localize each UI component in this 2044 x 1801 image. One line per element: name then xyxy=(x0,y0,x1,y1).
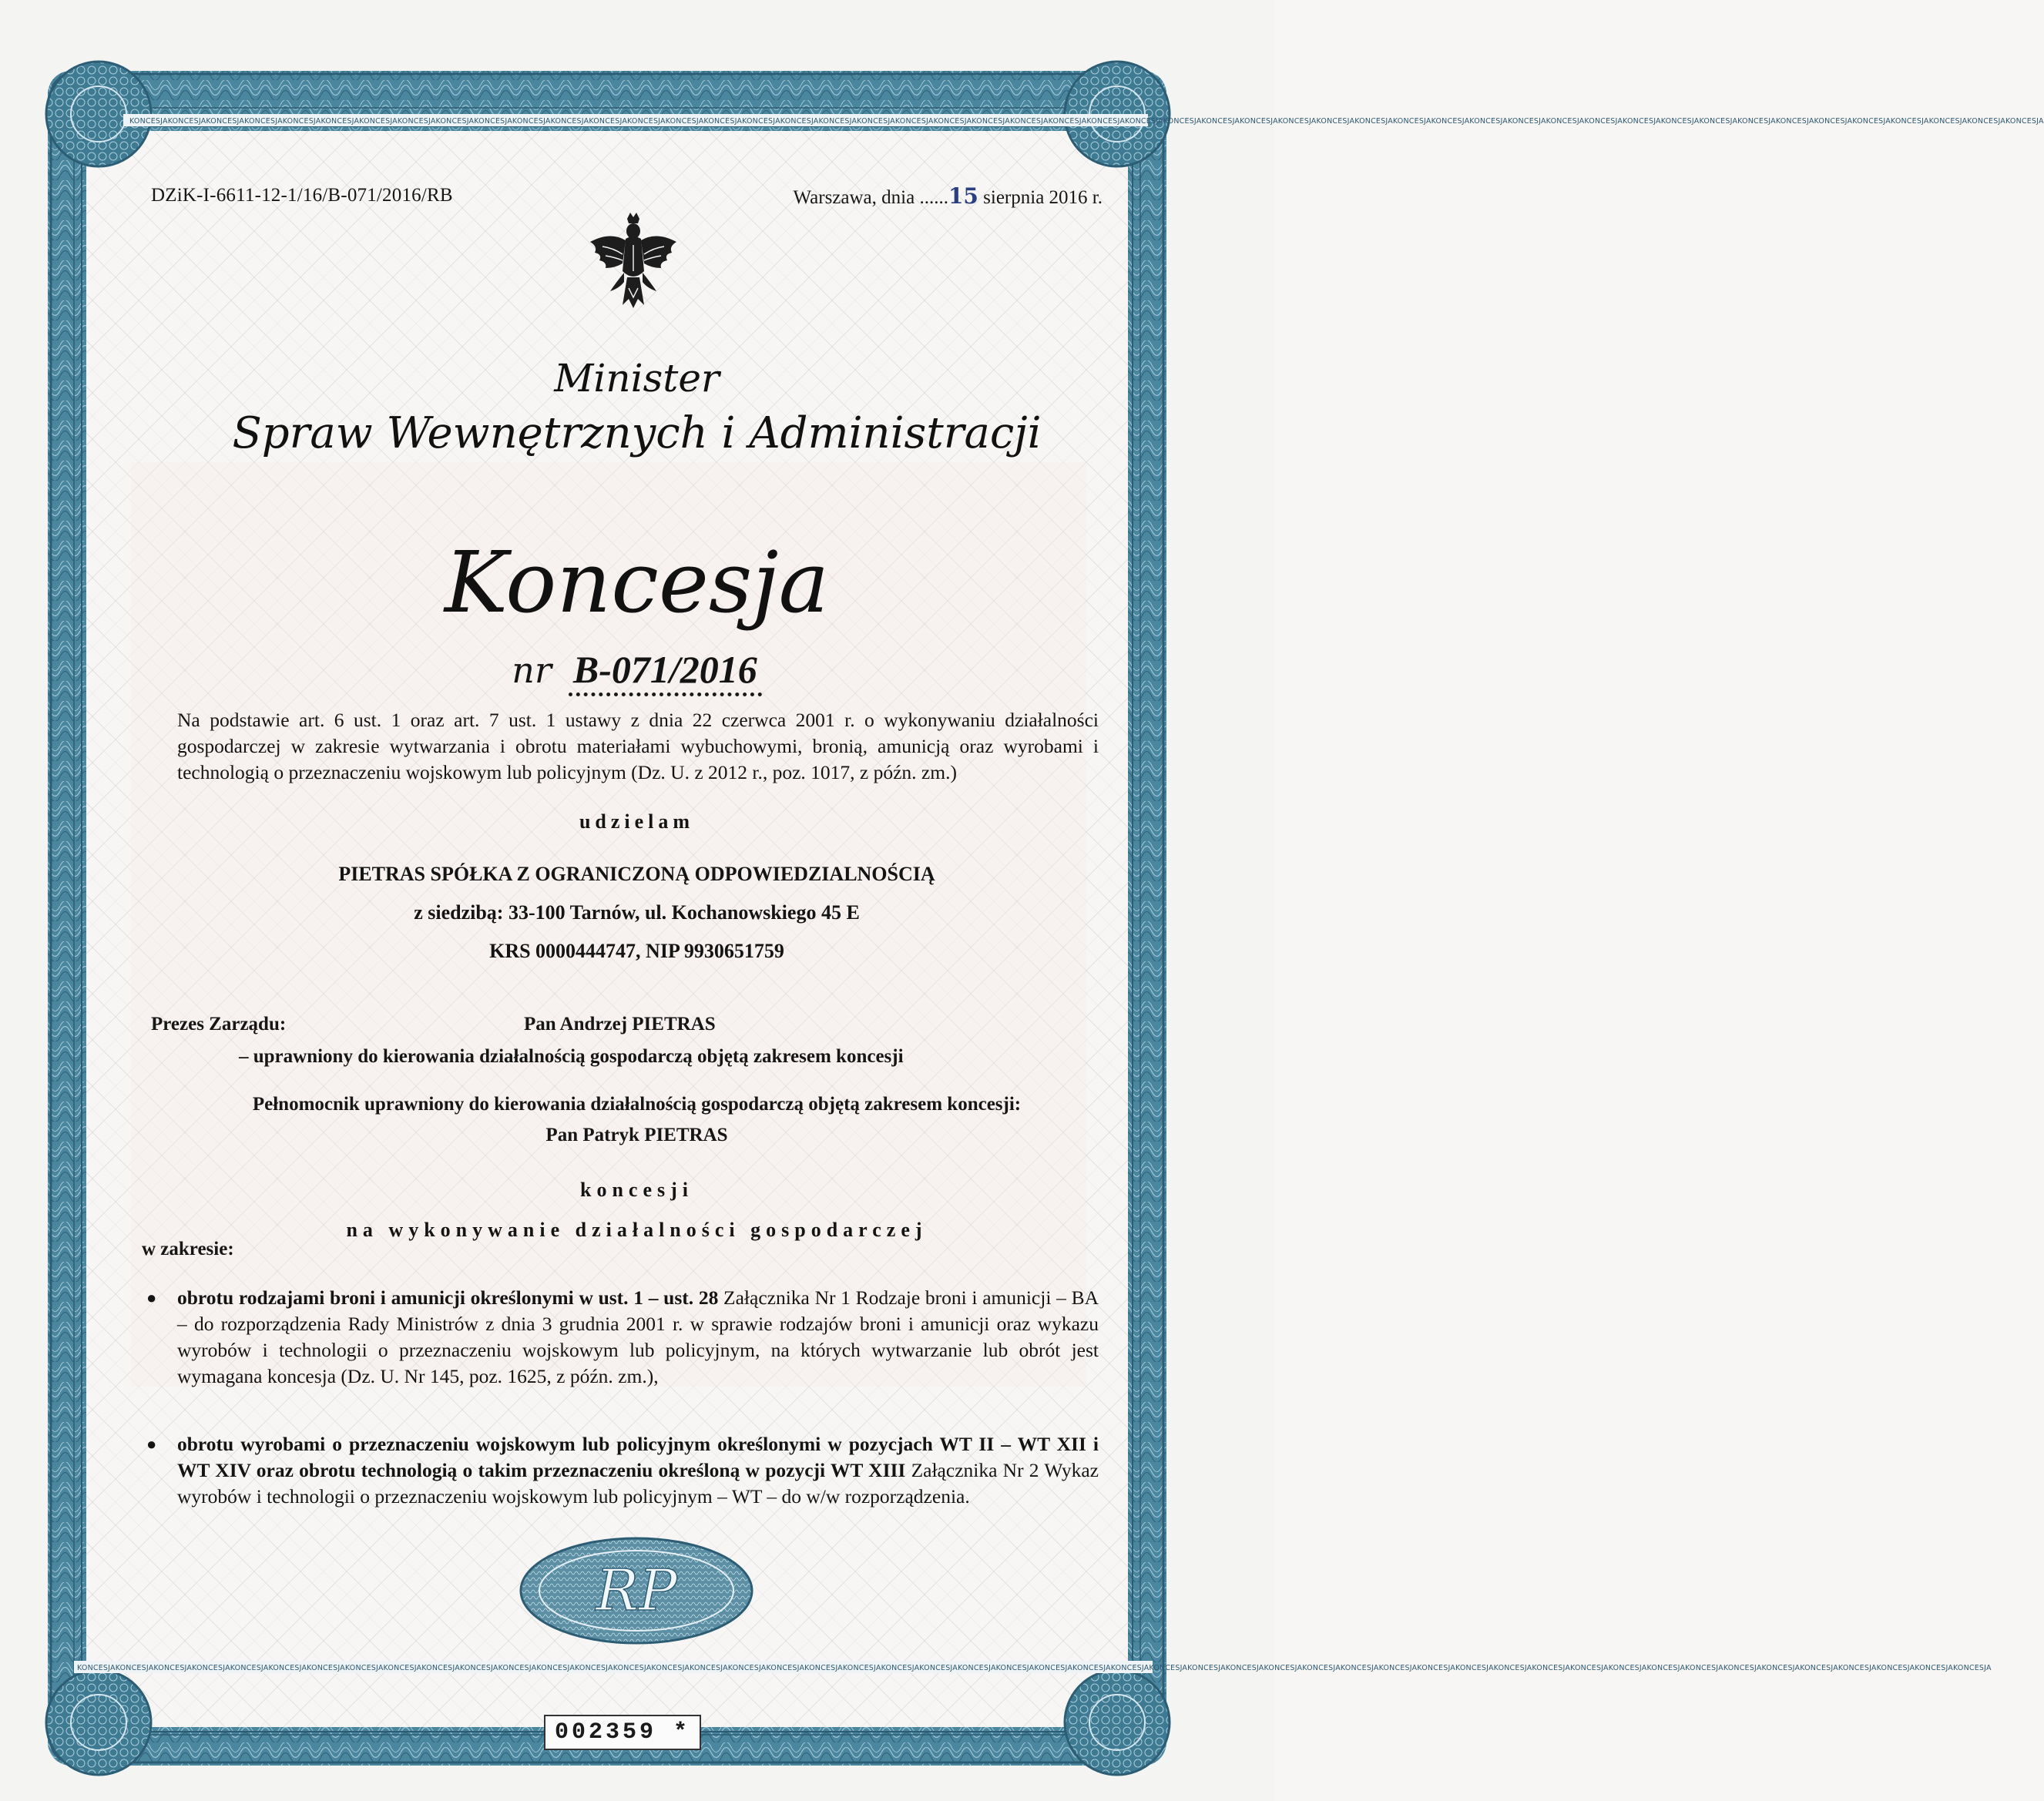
scope-item-bold: obrotu rodzajami broni i amunicji określonymi w ust. 1 – ust. 28 xyxy=(177,1286,719,1309)
handwritten-day: 15 xyxy=(948,183,978,209)
seal-text: RP xyxy=(596,1558,677,1624)
rp-seal-emblem xyxy=(513,1533,760,1648)
legal-basis: Na podstawie art. 6 ust. 1 oraz art. 7 ust. 1 ustawy z dnia 22 czerwca 2001 r. o wykonywaniu działalności gospodarczej w zakresie wytwarzania i obrotu materiałami wybuchowymi, bronią, amunicją oraz wyrobami i technologią o przeznaczeniu wojskowym lub policyjnym (Dz. U. z 2012 r., poz. 1017, z późn. zm.) xyxy=(177,709,1099,783)
reference-number: DZiK-I-6611-12-1/16/B-071/2016/RB xyxy=(151,185,453,206)
concession-word: koncesji xyxy=(580,1179,693,1201)
board-label: Prezes Zarządu: xyxy=(151,1014,287,1035)
place-suffix: sierpnia 2016 r. xyxy=(983,187,1103,208)
company-seat: z siedzibą: 33-100 Tarnów, ul. Kochanowskiego 45 E xyxy=(414,901,860,924)
issuer-title: Minister xyxy=(554,356,720,401)
issue-place-date xyxy=(794,183,1103,209)
proxy-name: Pan Patryk PIETRAS xyxy=(545,1125,728,1145)
activity-line: na wykonywanie działalności gospodarczej xyxy=(346,1219,928,1241)
document-type: Koncesja xyxy=(444,533,830,632)
scope-item xyxy=(146,1431,1099,1510)
issuer-ministry: Spraw Wewnętrznych i Administracji xyxy=(232,408,1042,458)
number-label: nr xyxy=(512,649,552,691)
serial-number: 002359 * xyxy=(544,1715,701,1750)
company-registry-ids: KRS 0000444747, NIP 9930651759 xyxy=(489,940,784,962)
bullet-icon: ● xyxy=(146,1434,157,1454)
document-number: B-071/2016 xyxy=(569,648,762,696)
polish-eagle-emblem xyxy=(579,208,687,316)
company-name: PIETRAS SPÓŁKA Z OGRANICZONĄ ODPOWIEDZIALNOŚCIĄ xyxy=(338,863,935,885)
grant-word: udzielam xyxy=(579,810,695,833)
microtext-bottom: KONCESJAKONCESJAKONCESJAKONCESJAKONCESJAKONCESJAKONCESJAKONCESJAKONCESJAKONCESJAKONCESJAKONCESJAKONCESJAKONCESJAKONCESJAKONCESJAKONCESJAKONCESJAKONCESJAKONCESJAKONCESJAKONCESJAKONCESJAKONCESJAKONCESJAKONCESJAKONCESJAKONCESJAKONCESJAKONCESJAKONCESJAKONCESJAKONCESJAKONCESJAKONCESJAKONCESJAKONCESJAKONCESJAKONCESJAKONCESJAKONCESJAKONCESJAKONCESJAKONCESJAKONCESJAKONCESJAKONCESJAKONCESJAKONCESJAKONCESJA xyxy=(77,1664,1992,1672)
scope-item-bold: obrotu wyrobami o przeznaczeniu wojskowym lub policyjnym określonymi w pozycjach WT II – WT XII i WT XIV oraz obrotu technologią o takim przeznaczeniu określoną w pozycji WT XIII xyxy=(177,1433,1099,1481)
bullet-icon: ● xyxy=(146,1288,157,1307)
place-prefix: Warszawa, dnia xyxy=(793,187,915,208)
board-president-name: Pan Andrzej PIETRAS xyxy=(524,1014,716,1035)
scope-label: w zakresie: xyxy=(142,1239,234,1259)
microtext-top: KONCESJAKONCESJAKONCESJAKONCESJAKONCESJAKONCESJAKONCESJAKONCESJAKONCESJAKONCESJAKONCESJAKONCESJAKONCESJAKONCESJAKONCESJAKONCESJAKONCESJAKONCESJAKONCESJAKONCESJAKONCESJAKONCESJAKONCESJAKONCESJAKONCESJAKONCESJAKONCESJAKONCESJAKONCESJAKONCESJAKONCESJAKONCESJAKONCESJAKONCESJAKONCESJAKONCESJAKONCESJAKONCESJAKONCESJAKONCESJAKONCESJAKONCESJAKONCESJAKONCESJAKONCESJAKONCESJAKONCESJAKONCESJAKONCESJAKONCESJA xyxy=(129,117,2044,126)
scope-item xyxy=(146,1285,1099,1390)
place-dots: ...... xyxy=(919,187,948,208)
document-number-row xyxy=(0,647,1274,692)
scope-item-text: Załącznika Nr 1 Rodzaje broni i amunicji – BA – do rozporządzenia Rady Ministrów z dnia 3 grudnia 2001 r. w sprawie rodzajów broni i amunicji oraz wykazu wyrobów i technologii o przeznaczeniu wojskowym lub policyjnym, na których wytwarzanie lub obrót jest wymagana koncesja (Dz. U. Nr 145, poz. 1625, z późn. zm.), xyxy=(177,1286,1099,1387)
proxy-label: Pełnomocnik uprawniony do kierowania działalnością gospodarczą objętą zakresem koncesji: xyxy=(252,1094,1022,1115)
scope-item-text: Załącznika Nr 2 Wykaz wyrobów i technologii o przeznaczeniu wojskowym lub policyjnym – WT – do w/w rozporządzenia. xyxy=(177,1459,1099,1508)
board-authorization-note: – uprawniony do kierowania działalnością gospodarczą objętą zakresem koncesji xyxy=(239,1046,904,1067)
